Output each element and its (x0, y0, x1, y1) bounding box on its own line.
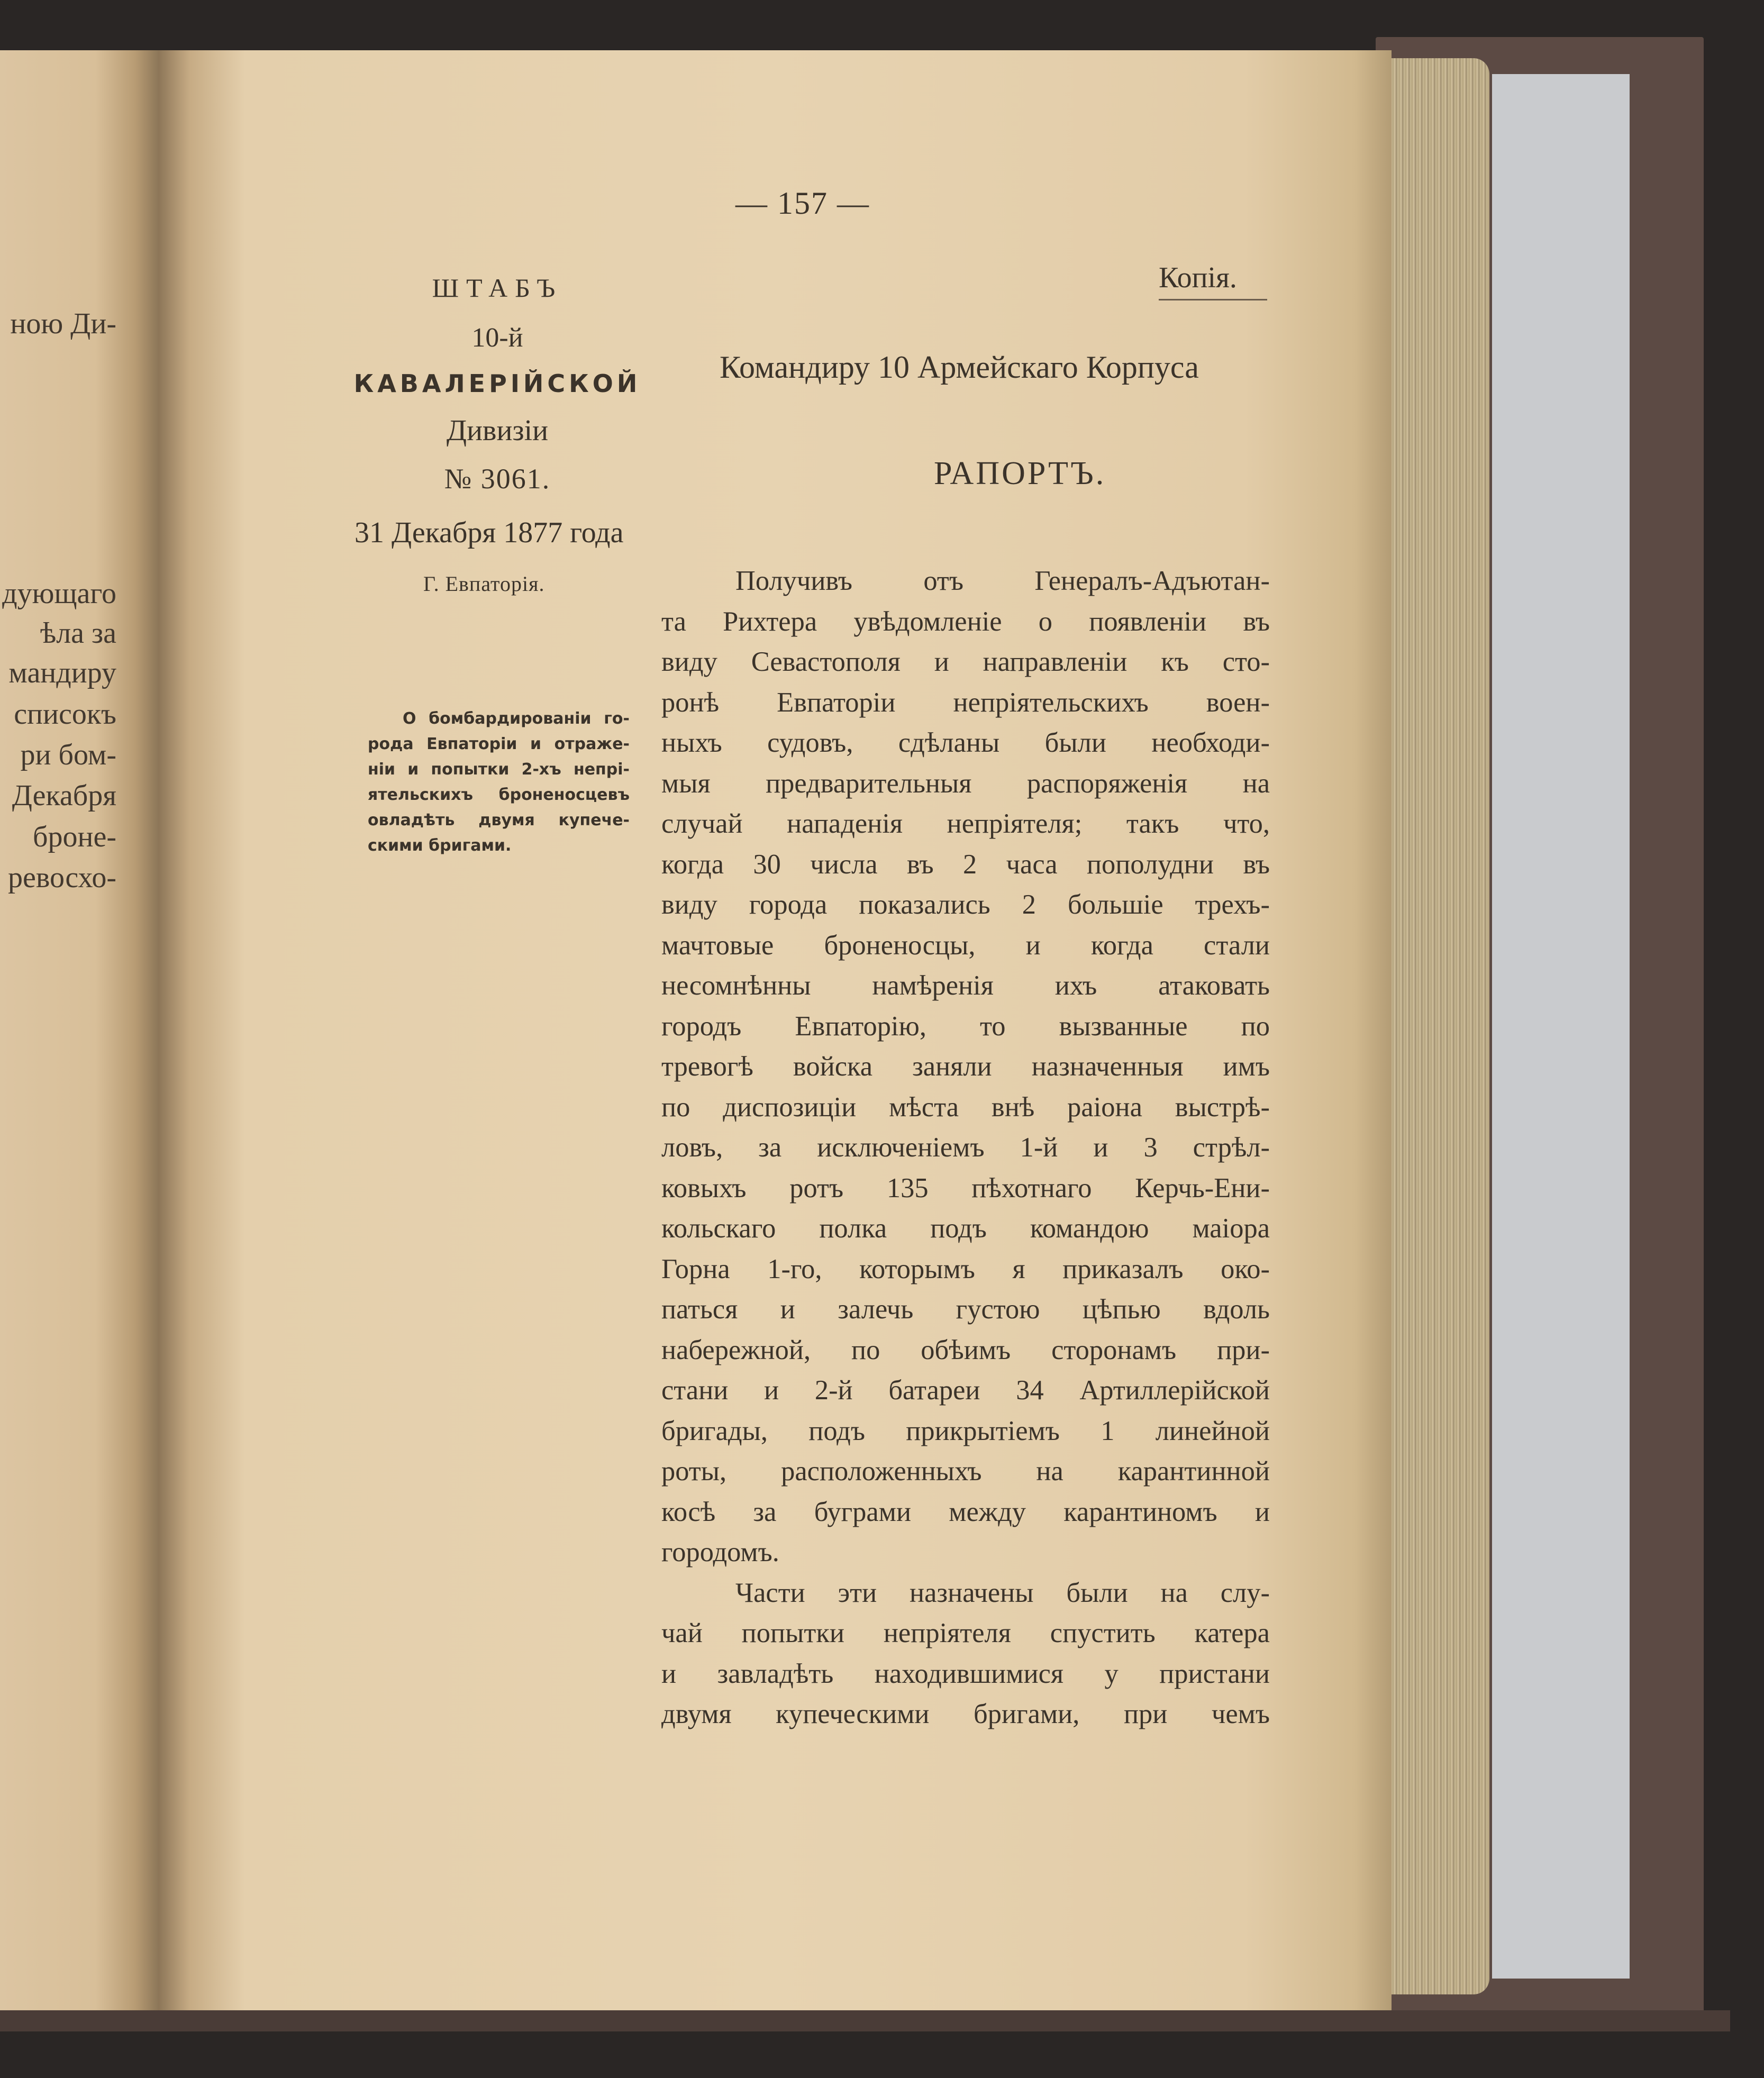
left-page-line: списокъ (14, 698, 116, 731)
left-page-line: броне- (33, 821, 116, 853)
body-line: набережной, по обѣимъ сторонамъ при- (661, 1334, 1270, 1365)
summary-line: рода Евпаторіи и отраже- (368, 735, 630, 753)
body-line: паться и залечь густою цѣпью вдоль (661, 1294, 1270, 1325)
header-date: 31 Декабря 1877 года (354, 516, 624, 549)
summary-line: ніи и попытки 2-хъ непрі- (368, 760, 630, 779)
body-line: по диспозиціи мѣста внѣ раіона выстрѣ- (661, 1091, 1270, 1123)
body-line: и завладѣть находившимися у пристани (661, 1658, 1270, 1689)
body-line: ловъ, за исключеніемъ 1-й и 3 стрѣл- (661, 1132, 1270, 1163)
body-line: ронѣ Евпаторіи непріятельскихъ воен- (661, 687, 1270, 718)
body-line: мыя предварительныя распоряженія на (661, 768, 1270, 799)
body-line: стани и 2-й батареи 34 Артиллерійской (661, 1375, 1270, 1406)
left-page-line: мандиру (8, 657, 116, 689)
report-body (661, 561, 1270, 1735)
body-line: кольскаго полка подъ командою маіора (661, 1213, 1270, 1244)
report-title: РАПОРТЪ. (934, 455, 1106, 491)
body-line: виду города показались 2 большіе трехъ- (661, 889, 1270, 920)
summary-line: овладѣть двумя купече- (368, 811, 630, 830)
right-page (159, 50, 1392, 2010)
body-line: тревогѣ войска заняли назначенныя имъ (661, 1051, 1270, 1082)
addressee: Командиру 10 Армейскаго Корпуса (720, 350, 1199, 385)
copy-mark-underline (1159, 299, 1267, 300)
summary-line: скими бригами. (368, 836, 512, 855)
body-line: роты, расположенныхъ на карантинной (661, 1456, 1270, 1487)
header-cavalry: КАВАЛЕРІЙСКОЙ (353, 369, 641, 398)
body-line: косѣ за буграми между карантиномъ и (661, 1496, 1270, 1527)
body-line: несомнѣнны намѣренія ихъ атаковать (661, 970, 1270, 1001)
body-line: мачтовые броненосцы, и когда стали (661, 929, 1270, 961)
body-line: городомъ. (661, 1537, 779, 1567)
header-division: Дивизіи (446, 414, 549, 447)
background-sheet (1492, 74, 1630, 1979)
book-cover-bottom (0, 2010, 1730, 2031)
summary-line: ятельскихъ броненосцевъ (368, 786, 630, 804)
body-line: когда 30 числа въ 2 часа пополудни въ (661, 849, 1270, 880)
body-line: виду Севастополя и направленіи къ сто- (661, 646, 1270, 677)
copy-mark: Копія. (1159, 261, 1237, 294)
body-line: случай нападенія непріятеля; такъ что, (661, 808, 1270, 839)
header-division-no: 10-й (471, 323, 523, 353)
header-doc-number: № 3061. (444, 463, 551, 495)
body-line: Части эти назначены были на слу- (735, 1577, 1270, 1608)
left-page-line: ревосхо- (8, 861, 116, 894)
page-number: — 157 — (735, 186, 870, 221)
left-page-line: дующаго (2, 577, 116, 610)
body-line: ковыхъ ротъ 135 пѣхотнаго Керчь-Ени- (661, 1172, 1270, 1204)
body-line: бригады, подъ прикрытіемъ 1 линейной (661, 1415, 1270, 1446)
left-page (0, 50, 159, 2010)
left-page-line: ѣла за (40, 617, 116, 650)
page-edges (1384, 58, 1489, 1994)
left-page-line: Декабря (12, 779, 116, 812)
document-header (349, 272, 645, 495)
body-line: та Рихтера увѣдомленіе о появленіи въ (661, 606, 1270, 637)
body-line: Получивъ отъ Генералъ-Адъютан- (735, 566, 1270, 596)
body-line: двумя купеческими бригами, при чемъ (661, 1699, 1270, 1729)
header-shtab: ШТАБЪ (432, 273, 563, 303)
summary-line: О бомбардированіи го- (403, 709, 630, 728)
body-line: городъ Евпаторію, то вызванные по (661, 1010, 1270, 1042)
header-city: Г. Евпаторія. (423, 572, 545, 596)
body-line: ныхъ судовъ, сдѣланы были необходи- (661, 727, 1270, 758)
body-line: чай попытки непріятеля спустить катера (661, 1618, 1270, 1648)
left-page-line: ри бом- (20, 739, 116, 771)
left-page-line: ною Ди- (10, 307, 116, 340)
body-line: Горна 1-го, которымъ я приказалъ око- (661, 1253, 1270, 1284)
margin-summary (368, 706, 630, 859)
